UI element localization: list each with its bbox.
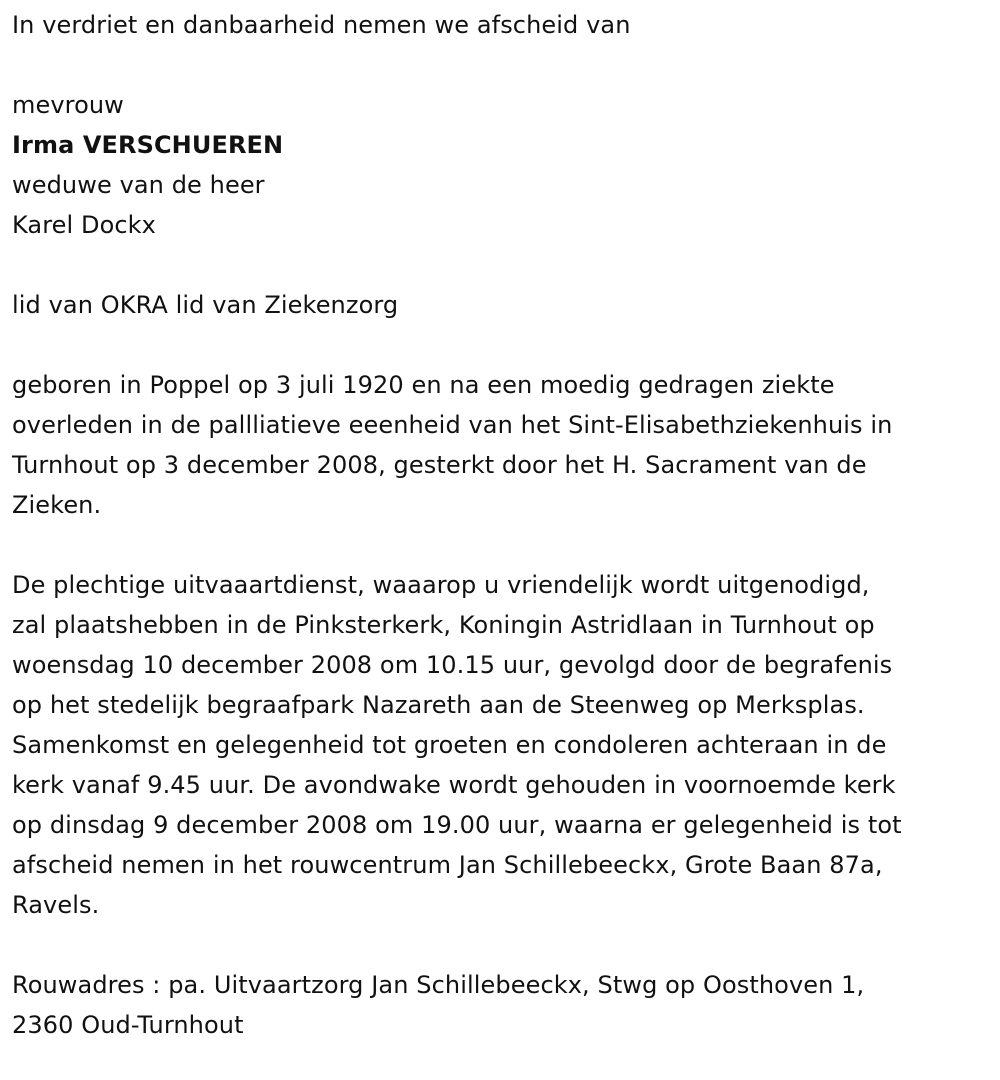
birth-death-paragraph <box>12 365 988 525</box>
paragraph-line: kerk vanaf 9.45 uur. De avondwake wordt gehouden in voornoemde kerk <box>12 771 896 799</box>
membership-line: lid van OKRA lid van Ziekenzorg <box>12 291 399 319</box>
paragraph-line: overleden in de pallliatieve eeenheid van het Sint-Elisabethziekenhuis in <box>12 411 893 439</box>
paragraph-line: op dinsdag 9 december 2008 om 19.00 uur, waarna er gelegenheid is tot <box>12 811 902 839</box>
paragraph-line: geboren in Poppel op 3 juli 1920 en na een moedig gedragen ziekte <box>12 371 835 399</box>
mourning-address-paragraph <box>12 965 988 1045</box>
spacer <box>12 45 988 85</box>
relation-line: weduwe van de heer <box>12 171 265 199</box>
spacer <box>12 525 988 565</box>
paragraph-line: Zieken. <box>12 491 102 519</box>
salutation: mevrouw <box>12 91 124 119</box>
paragraph-line: Turnhout op 3 december 2008, gesterkt door het H. Sacrament van de <box>12 451 867 479</box>
paragraph-line: Ravels. <box>12 891 100 919</box>
spacer <box>12 325 988 365</box>
paragraph-line: De plechtige uitvaaartdienst, waaarop u vriendelijk wordt uitgenodigd, <box>12 571 870 599</box>
paragraph-line: woensdag 10 december 2008 om 10.15 uur, gevolgd door de begrafenis <box>12 651 893 679</box>
spacer <box>12 925 988 965</box>
paragraph-line: Rouwadres : pa. Uitvaartzorg Jan Schillebeeckx, Stwg op Oosthoven 1, <box>12 971 865 999</box>
paragraph-line: zal plaatshebben in de Pinksterkerk, Koningin Astridlaan in Turnhout op <box>12 611 875 639</box>
paragraph-line: op het stedelijk begraafpark Nazareth aan de Steenweg op Merksplas. <box>12 691 865 719</box>
funeral-service-paragraph <box>12 565 988 925</box>
spouse-name: Karel Dockx <box>12 211 156 239</box>
paragraph-line: Samenkomst en gelegenheid tot groeten en condoleren achteraan in de <box>12 731 887 759</box>
paragraph-line: 2360 Oud-Turnhout <box>12 1011 244 1039</box>
deceased-name: Irma VERSCHUEREN <box>12 131 284 159</box>
intro-line: In verdriet en danbaarheid nemen we afscheid van <box>12 11 631 39</box>
spacer <box>12 245 988 285</box>
paragraph-line: afscheid nemen in het rouwcentrum Jan Schillebeeckx, Grote Baan 87a, <box>12 851 883 879</box>
